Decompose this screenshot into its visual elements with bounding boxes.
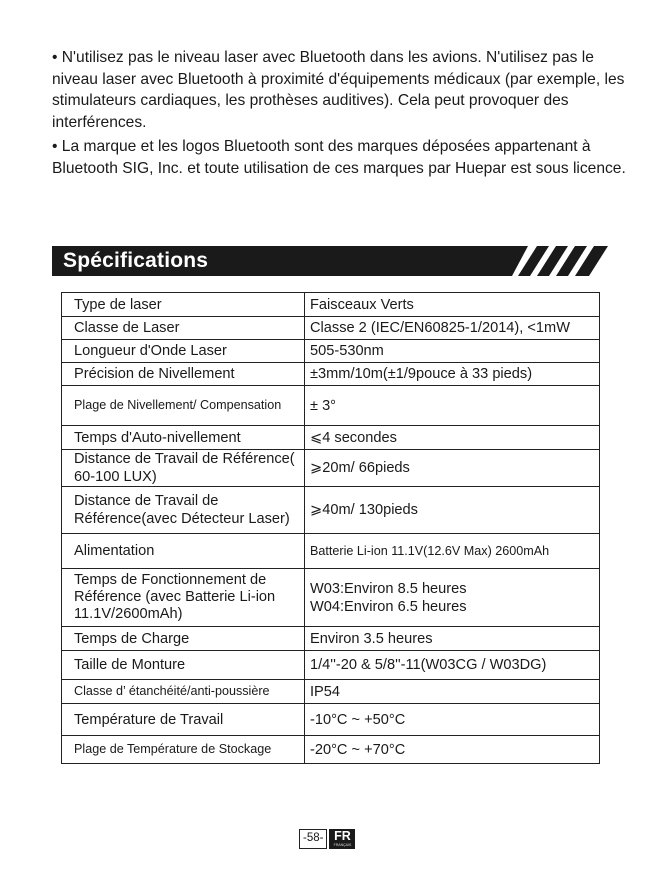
spec-row bbox=[62, 704, 600, 736]
spec-label: Alimentation bbox=[62, 534, 305, 569]
spec-value-line: 505-530nm bbox=[310, 343, 384, 359]
bluetooth-trademark-paragraph: • La marque et les logos Bluetooth sont des marques déposées appartenant à Bluetooth SIG, Inc. et toute utilisation de ces marques par Huepar est sous licence. bbox=[52, 138, 626, 177]
spec-value bbox=[305, 704, 600, 736]
spec-value-line: ⩾40m/ 130pieds bbox=[310, 502, 418, 518]
spec-label: Distance de Travail de Référence(avec Détecteur Laser) bbox=[62, 487, 305, 534]
spec-value bbox=[305, 386, 600, 426]
spec-value bbox=[305, 293, 600, 317]
spec-row bbox=[62, 569, 600, 627]
specifications-table bbox=[61, 292, 600, 764]
spec-label: Longueur d'Onde Laser bbox=[62, 340, 305, 363]
spec-row bbox=[62, 450, 600, 487]
spec-value bbox=[305, 627, 600, 651]
spec-value-line: ±3mm/10m(±1/9pouce à 33 pieds) bbox=[310, 366, 533, 382]
spec-value-line: IP54 bbox=[310, 683, 341, 700]
spec-value-line: -20°C ~ +70°C bbox=[310, 741, 406, 758]
language-name: FRANÇAIS bbox=[333, 843, 352, 847]
spec-value bbox=[305, 317, 600, 340]
spec-value bbox=[305, 487, 600, 534]
spec-label: Temps de Fonctionnement de Référence (avec Batterie Li-ion 11.1V/2600mAh) bbox=[62, 569, 305, 627]
bluetooth-warning-paragraph: • N'utilisez pas le niveau laser avec Bluetooth dans les avions. N'utilisez pas le niveau laser avec Bluetooth à proximité d'équipements médicaux (par exemple, les stimulateurs cardiaques, les prothèses auditives). Cela peut provoquer des interférences. bbox=[52, 49, 625, 131]
page-footer bbox=[299, 829, 355, 849]
spec-value-line: ± 3° bbox=[310, 397, 337, 414]
spec-row bbox=[62, 680, 600, 704]
spec-row bbox=[62, 487, 600, 534]
spec-row bbox=[62, 736, 600, 764]
spec-value-line: Classe 2 (IEC/EN60825-1/2014), <1mW bbox=[310, 320, 570, 336]
spec-label: Type de laser bbox=[62, 293, 305, 317]
language-code: FR bbox=[334, 829, 351, 843]
spec-value bbox=[305, 534, 600, 569]
spec-row bbox=[62, 317, 600, 340]
spec-value-line: Batterie Li-ion 11.1V(12.6V Max) 2600mAh bbox=[310, 543, 550, 558]
spec-label: Taille de Monture bbox=[62, 651, 305, 680]
section-title: Spécifications bbox=[63, 249, 209, 272]
spec-value-line: ⩽4 secondes bbox=[310, 429, 397, 446]
spec-value bbox=[305, 340, 600, 363]
spec-row bbox=[62, 534, 600, 569]
spec-value-line: 1/4''-20 & 5/8''-11(W03CG / W03DG) bbox=[310, 657, 547, 673]
spec-label: Classe de Laser bbox=[62, 317, 305, 340]
spec-value bbox=[305, 426, 600, 450]
spec-label: Plage de Température de Stockage bbox=[62, 736, 305, 764]
spec-label: Distance de Travail de Référence( 60-100 LUX) bbox=[62, 450, 305, 487]
spec-row bbox=[62, 627, 600, 651]
spec-label: Précision de Nivellement bbox=[62, 363, 305, 386]
page-number: -58- bbox=[299, 829, 327, 849]
spec-value-line: W04:Environ 6.5 heures bbox=[310, 598, 467, 615]
spec-row bbox=[62, 340, 600, 363]
spec-value-line: Faisceaux Verts bbox=[310, 296, 414, 313]
spec-value-line: -10°C ~ +50°C bbox=[310, 711, 406, 728]
spec-value bbox=[305, 363, 600, 386]
spec-row bbox=[62, 651, 600, 680]
spec-label: Température de Travail bbox=[62, 704, 305, 736]
spec-label: Temps de Charge bbox=[62, 627, 305, 651]
spec-value bbox=[305, 569, 600, 627]
spec-label: Temps d'Auto-nivellement bbox=[62, 426, 305, 450]
spec-row bbox=[62, 363, 600, 386]
spec-row bbox=[62, 293, 600, 317]
spec-value-line: ⩾20m/ 66pieds bbox=[310, 460, 410, 476]
spec-value-line: Environ 3.5 heures bbox=[310, 630, 433, 647]
language-badge bbox=[329, 829, 355, 849]
spec-value bbox=[305, 680, 600, 704]
spec-label: Plage de Nivellement/ Compensation bbox=[62, 386, 305, 426]
spec-value bbox=[305, 736, 600, 764]
spec-row bbox=[62, 386, 600, 426]
spec-row bbox=[62, 426, 600, 450]
spec-value bbox=[305, 651, 600, 680]
spec-value-line: W03:Environ 8.5 heures bbox=[310, 580, 467, 597]
section-banner bbox=[52, 246, 608, 276]
spec-value bbox=[305, 450, 600, 487]
spec-label: Classe d’ étanchéité/anti-poussière bbox=[62, 680, 305, 704]
